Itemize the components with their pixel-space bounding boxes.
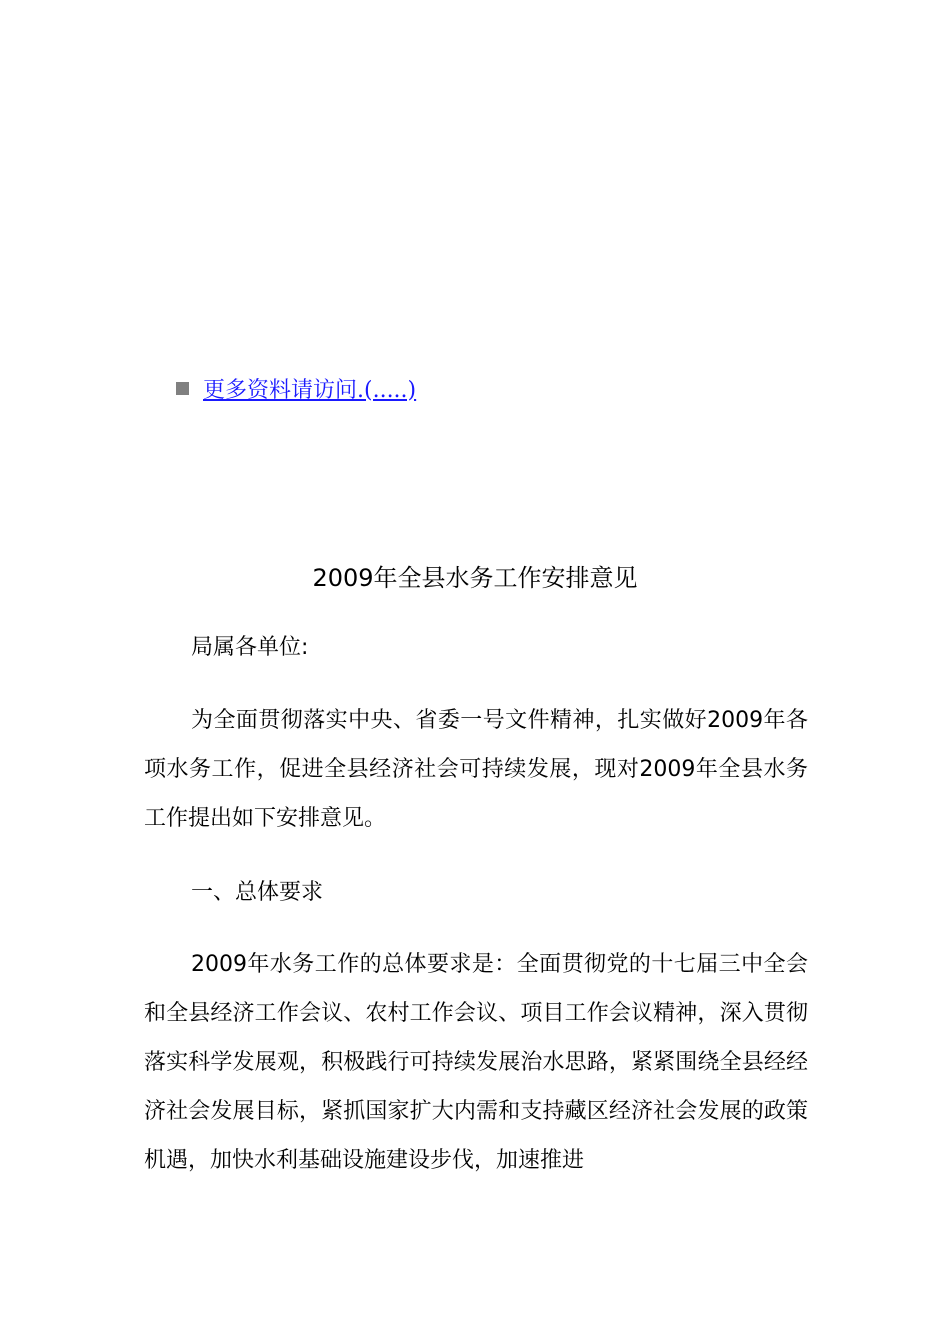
salutation: 局属各单位: [191,635,309,660]
section-heading: 一、总体要求 [191,880,324,905]
more-info-link[interactable]: 更多资料请访问.(.....) [203,377,417,403]
more-info-link-row [176,372,416,404]
document-title: 2009年全县水务工作安排意见 [312,564,638,592]
body-paragraph: 2009年水务工作的总体要求是：全面贯彻党的十七届三中全会和全县经济工作会议、农村工作会议、项目工作会议精神，深入贯彻落实科学发展观，积极践行可持续发展治水思路，紧紧围绕全县经经济社会发展目标，紧抓国家扩大内需和支持藏区经济社会发展的政策机遇，加快水利基础设施建设步伐，加速推进 [144,952,808,1173]
intro-paragraph: 为全面贯彻落实中央、省委一号文件精神，扎实做好2009年各项水务工作，促进全县经济社会可持续发展，现对2009年全县水务工作提出如下安排意见。 [144,708,808,831]
square-bullet-icon [176,382,189,395]
